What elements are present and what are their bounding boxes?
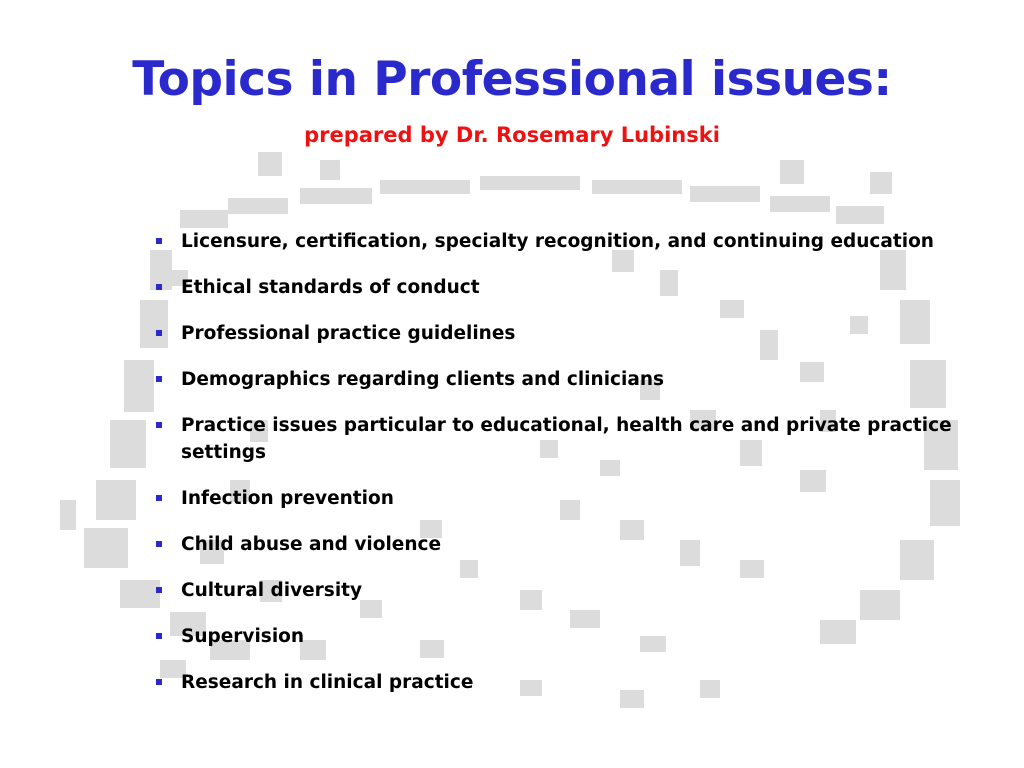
list-item-text: Child abuse and violence: [181, 534, 442, 555]
square-bullet-icon: [156, 633, 162, 639]
list-item-text: Supervision: [181, 626, 305, 647]
list-item: [156, 228, 976, 255]
list-item: [156, 366, 976, 393]
list-item: [156, 412, 976, 466]
list-item-text: Professional practice guidelines: [181, 323, 516, 344]
list-item: [156, 531, 976, 558]
square-bullet-icon: [156, 284, 162, 290]
list-item-text: Licensure, certification, specialty recognition, and continuing education: [181, 231, 934, 252]
square-bullet-icon: [156, 587, 162, 593]
list-item-text: Practice issues particular to educational, health care and private practice settings: [181, 415, 952, 463]
topic-list: [156, 228, 976, 715]
square-bullet-icon: [156, 541, 162, 547]
square-bullet-icon: [156, 422, 162, 428]
square-bullet-icon: [156, 495, 162, 501]
square-bullet-icon: [156, 330, 162, 336]
list-item: [156, 274, 976, 301]
list-item: [156, 320, 976, 347]
slide-title: Topics in Professional issues:: [132, 52, 892, 107]
list-item: [156, 485, 976, 512]
list-item-text: Research in clinical practice: [181, 672, 474, 693]
square-bullet-icon: [156, 238, 162, 244]
list-item-text: Infection prevention: [181, 488, 394, 509]
list-item-text: Cultural diversity: [181, 580, 363, 601]
list-item: [156, 669, 976, 696]
square-bullet-icon: [156, 376, 162, 382]
list-item: [156, 577, 976, 604]
slide-subtitle: prepared by Dr. Rosemary Lubinski: [304, 123, 720, 147]
square-bullet-icon: [156, 679, 162, 685]
list-item-text: Demographics regarding clients and clinicians: [181, 369, 665, 390]
list-item: [156, 623, 976, 650]
list-item-text: Ethical standards of conduct: [181, 277, 480, 298]
